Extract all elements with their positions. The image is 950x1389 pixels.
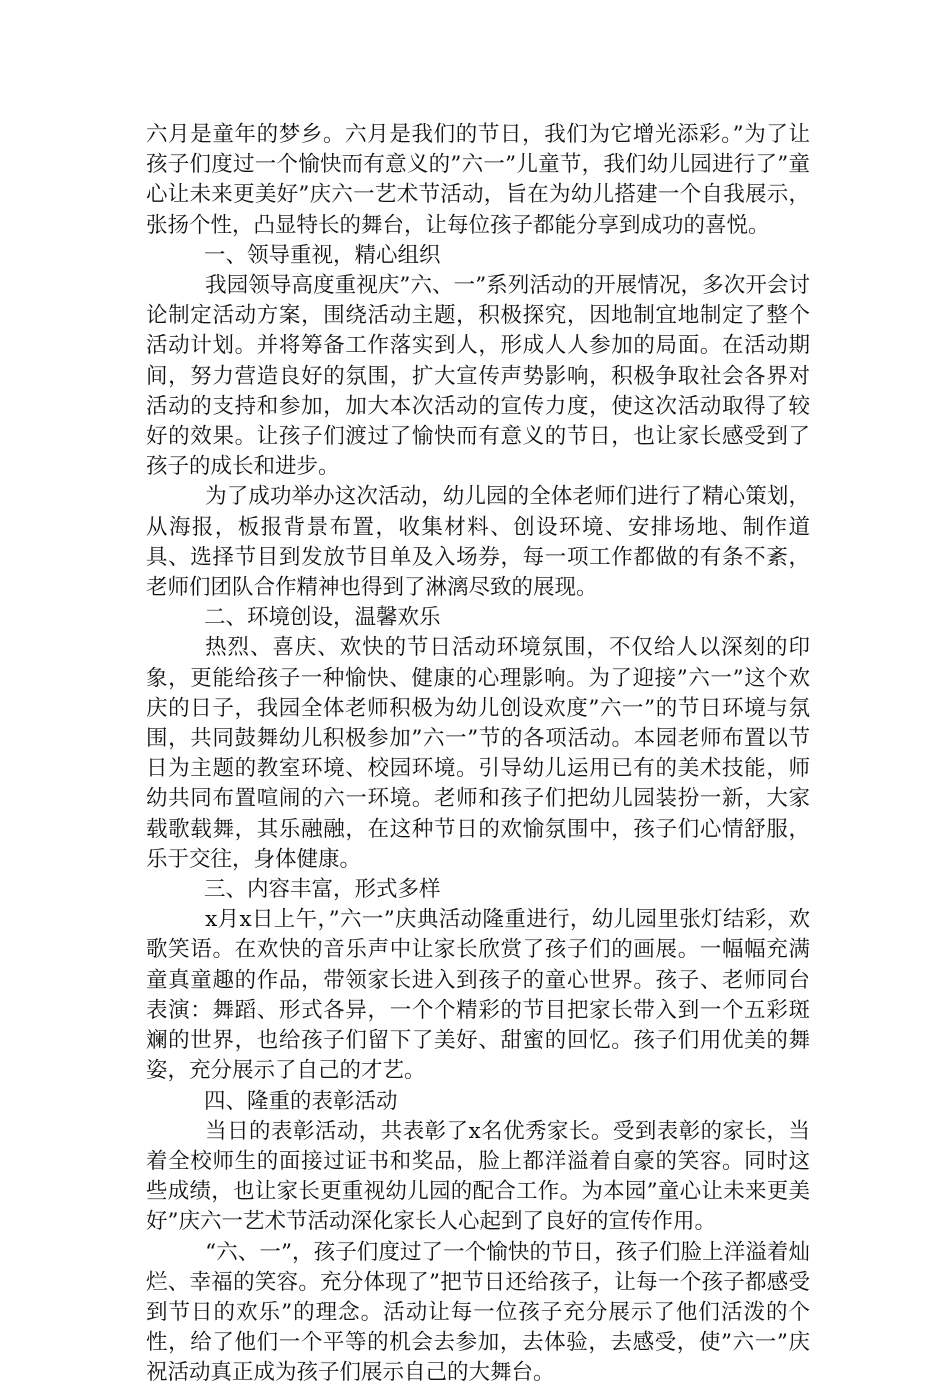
section-heading-2: 二、环境创设，温馨欢乐	[204, 605, 441, 631]
section-heading-3: 三、内容丰富，形式多样	[204, 877, 441, 903]
section-heading-1: 一、领导重视，精心组织	[204, 242, 441, 268]
section-heading-4: 四、隆重的表彰活动	[204, 1088, 398, 1114]
body-paragraph: 我园领导高度重视庆”六、一”系列活动的开展情况，多次开会讨论制定活动方案，围绕活动主题，积极探究，因地制宜地制定了整个活动计划。并将筹备工作落实到人，形成人人参加的局面。在活动期间，努力营造良好的氛围，扩大宣传声势影响，积极争取社会各界对活动的支持和参加，加大本次活动的宣传力度，使这次活动取得了较好的效果。让孩子们渡过了愉快而有意义的节日，也让家长感受到了孩子的成长和进步。	[146, 273, 810, 480]
closing-paragraph: “六、一”，孩子们度过了一个愉快的节日，孩子们脸上洋溢着灿烂、幸福的笑容。充分体现了”把节日还给孩子，让每一个孩子都感受到节日的欢乐”的理念。活动让每一位孩子充分展示了他们活泼的个性，给了他们一个平等的机会去参加，去体验，去感受，使”六一”庆祝活动真正成为孩子们展示自己的大舞台。	[146, 1239, 810, 1386]
intro-paragraph: 六月是童年的梦乡。六月是我们的节日，我们为它增光添彩。”为了让孩子们度过一个愉快而有意义的”六一”儿童节，我们幼儿园进行了”童心让未来更美好”庆六一艺术节活动，旨在为幼儿搭建一个自我展示，张扬个性，凸显特长的舞台，让每位孩子都能分享到成功的喜悦。	[146, 122, 810, 238]
body-paragraph: x月x日上午，”六一”庆典活动隆重进行，幼儿园里张灯结彩，欢歌笑语。在欢快的音乐声中让家长欣赏了孩子们的画展。一幅幅充满童真童趣的作品，带领家长进入到孩子的童心世界。孩子、老师同台表演：舞蹈、形式各异，一个个精彩的节目把家长带入到一个五彩斑斓的世界，也给孩子们留下了美好、甜蜜的回忆。孩子们用优美的舞姿，充分展示了自己的才艺。	[146, 907, 810, 1084]
document-body	[146, 120, 810, 1389]
body-paragraph: 为了成功举办这次活动，幼儿园的全体老师们进行了精心策划，从海报，板报背景布置，收集材料、创设环境、安排场地、制作道具、选择节目到发放节目单及入场券，每一项工作都做的有条不紊，老师们团队合作精神也得到了淋漓尽致的展现。	[146, 484, 810, 601]
body-paragraph: 当日的表彰活动，共表彰了x名优秀家长。受到表彰的家长，当着全校师生的面接过证书和奖品，脸上都洋溢着自豪的笑容。同时这些成绩，也让家长更重视幼儿园的配合工作。为本园”童心让未来更美好”庆六一艺术节活动深化家长人心起到了良好的宣传作用。	[146, 1118, 810, 1235]
body-paragraph: 热烈、喜庆、欢快的节日活动环境氛围，不仅给人以深刻的印象，更能给孩子一种愉快、健康的心理影响。为了迎接”六一”这个欢庆的日子，我园全体老师积极为幼儿创设欢度”六一”的节日环境与氛围，共同鼓舞幼儿积极参加”六一”节的各项活动。本园老师布置以节日为主题的教室环境、校园环境。引导幼儿运用已有的美术技能，师幼共同布置喧闹的六一环境。老师和孩子们把幼儿园装扮一新，大家载歌载舞，其乐融融，在这种节日的欢愉氛围中，孩子们心情舒服，乐于交往，身体健康。	[146, 635, 810, 872]
